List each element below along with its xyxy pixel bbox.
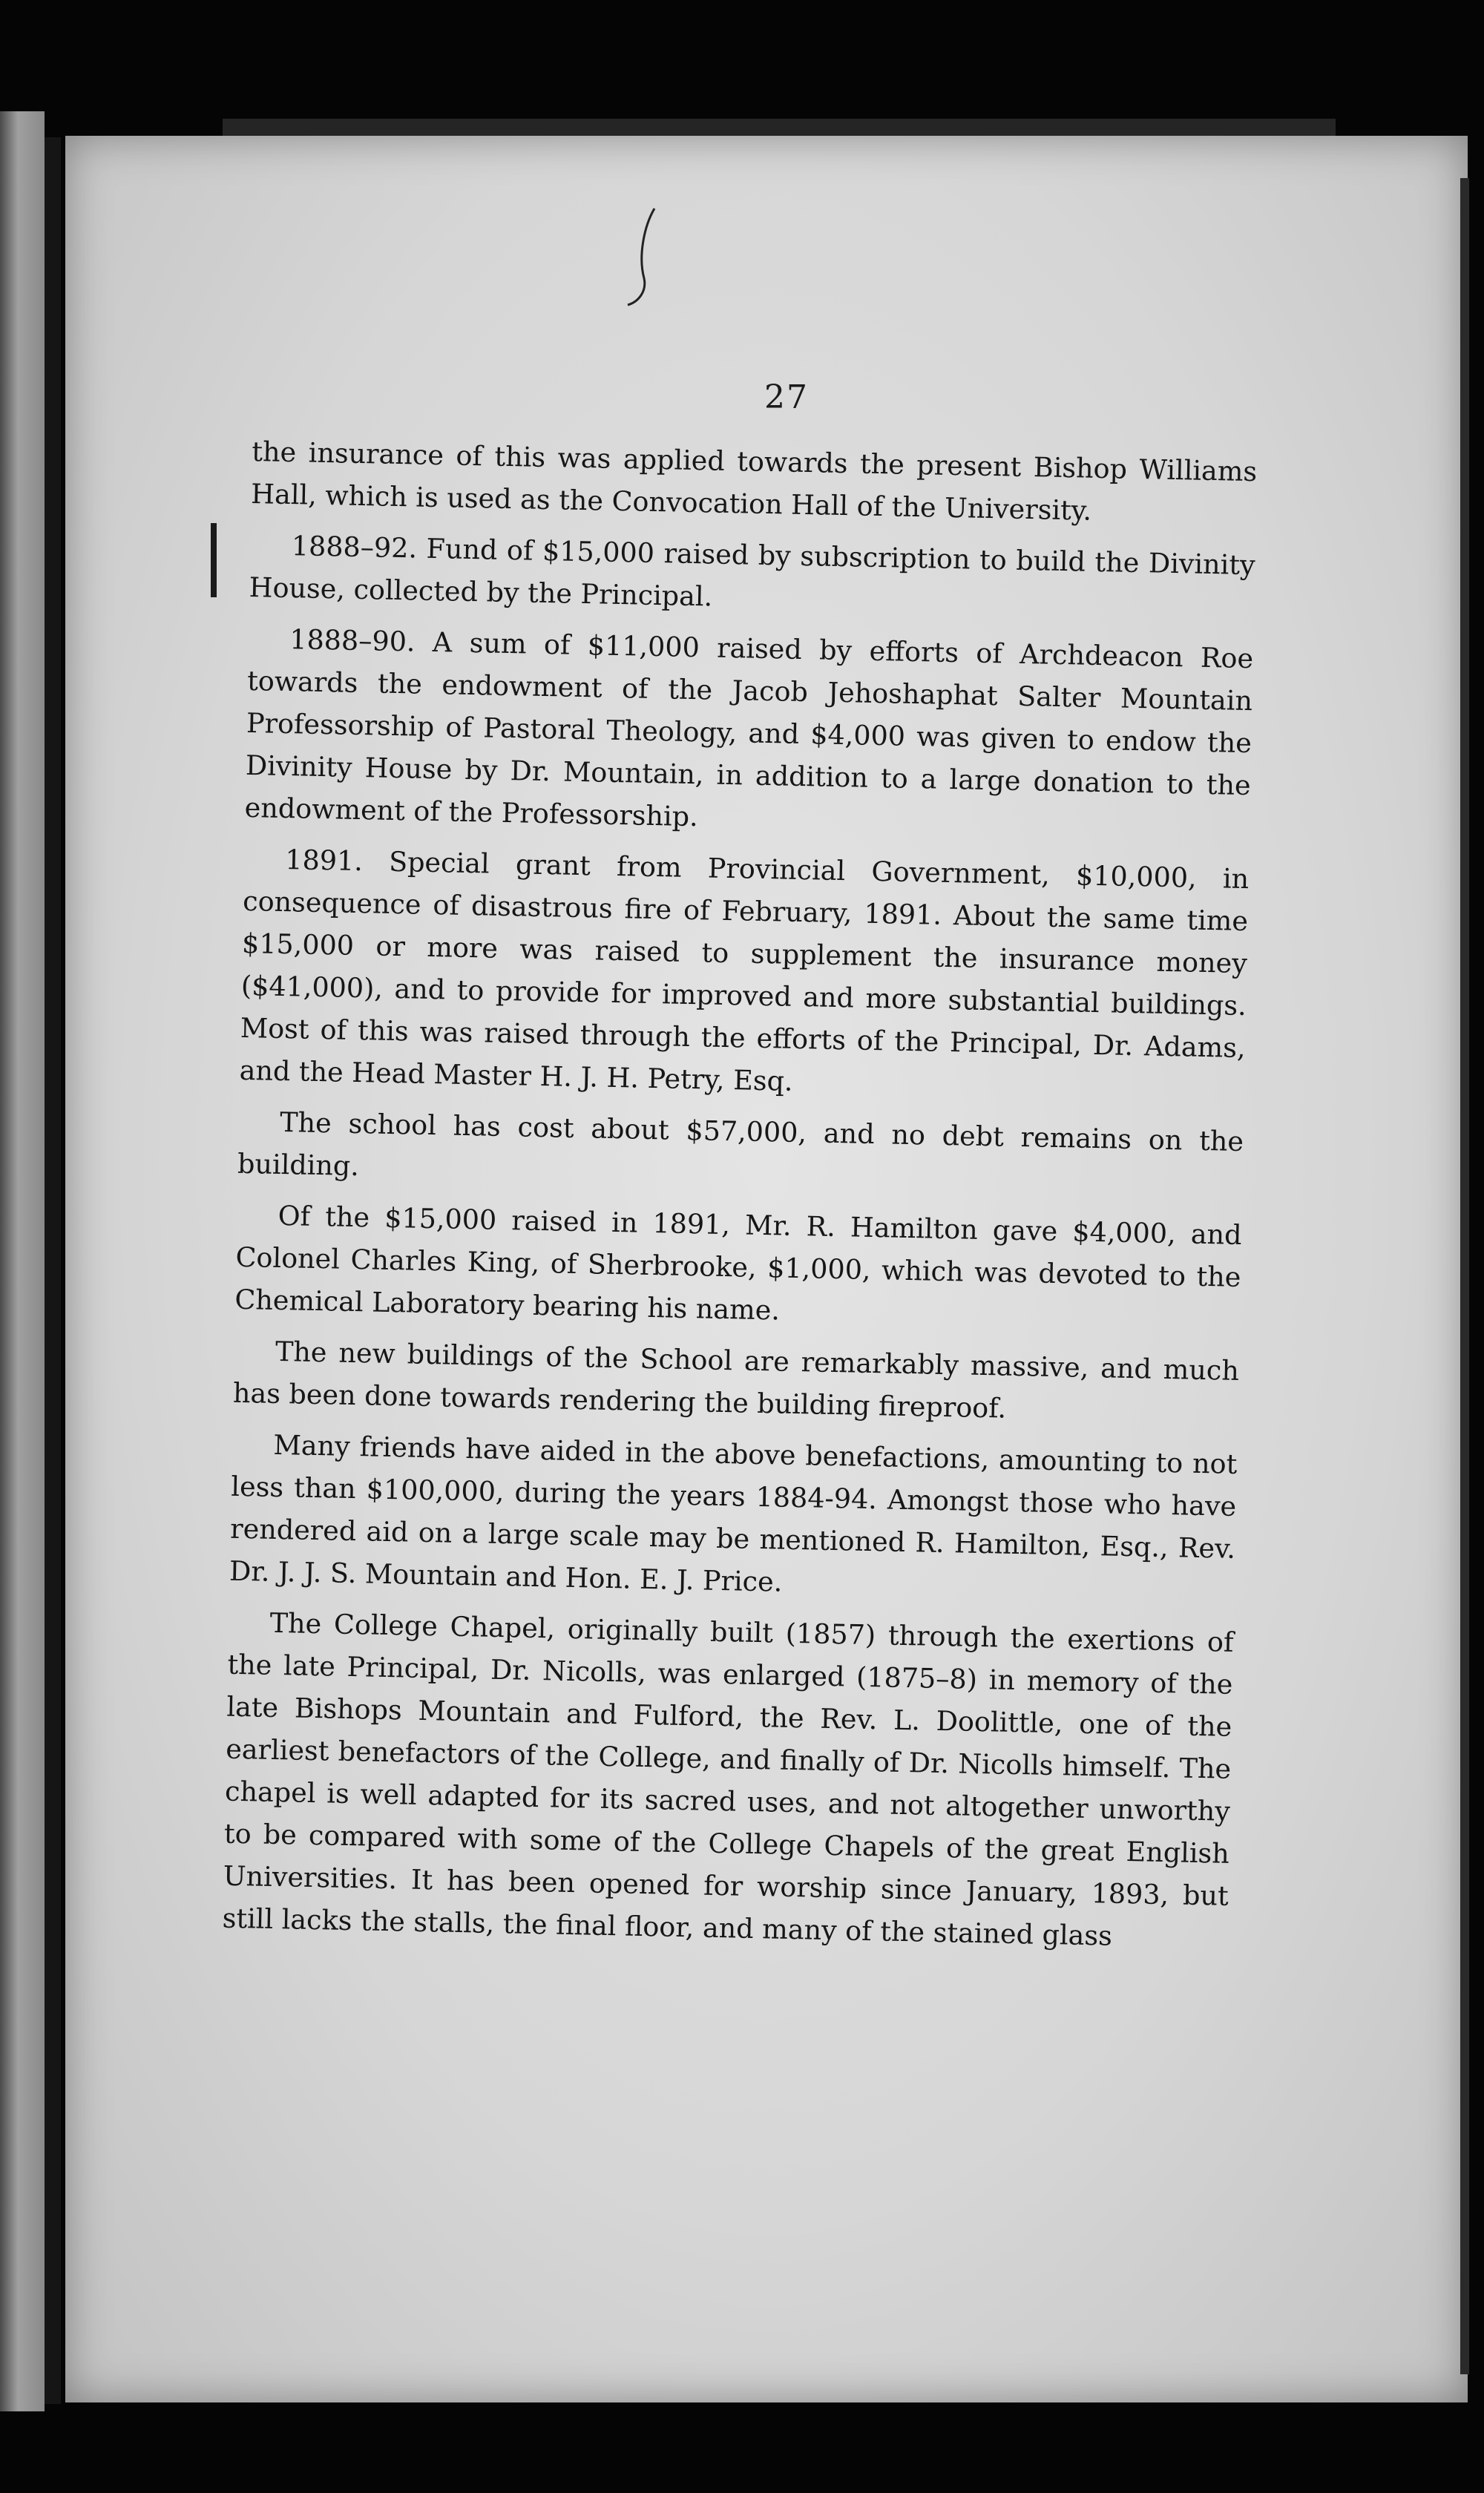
- pencil-mark-icon: [622, 204, 666, 308]
- page-number: 27: [764, 378, 809, 416]
- margin-mark: [211, 523, 217, 597]
- paragraph: Many friends have aided in the above benefactions, amounting to not less than $100,000, during the years 1884-94. Amongst those who have rendered aid on a large scale may be mentioned R. Hamilton, Esq., Rev. Dr. J. J. S. Mountain and Hon. E. J. Price.: [229, 1428, 1238, 1598]
- paragraph: the insurance of this was applied towards the present Bishop Williams Hall, which is used as the Convocation Hall of the University.: [250, 435, 1258, 527]
- paragraph: The new buildings of the School are remarkably massive, and much has been done towards rendering the building fireproof.: [232, 1335, 1240, 1425]
- paragraph: 1888–92. Fund of $15,000 raised by subscription to build the Divinity House, collected by the Principal.: [249, 530, 1256, 613]
- binding-strip: [0, 111, 45, 2411]
- paragraph: 1891. Special grant from Provincial Government, $10,000, in consequence of disastrous fire of February, 1891. About the same time $15,000 or more was raised to supplement the insurance money ($41,000), and to provide for improved and more substantial buildings. Most of this was raised through the efforts of the Principal, Dr. Adams, and the Head Master H. J. H. Petry, Esq.: [239, 844, 1250, 1097]
- paragraph: The College Chapel, originally built (1857) through the exertions of the late Principal, Dr. Nicolls, was enlarged (1875–8) in memory of the late Bishops Mountain and Fulford, the Rev. L. Doolittle, one of the earliest benefactors of the College, and finally of Dr. Nicolls himself. The chapel is well adapted for its sacred uses, and not altogether unworthy to be compared with some of the College Chapels of the great English Universities. It has been opened for worship since January, 1893, but still lacks the stalls, the final floor, and many of the stained glass: [222, 1606, 1234, 1952]
- page-right-edge: [1460, 178, 1469, 2374]
- paragraph: Of the $15,000 raised in 1891, Mr. R. Hamilton gave $4,000, and Colonel Charles King, of Sherbrooke, $1,000, which was devoted to the Chemical Laboratory bearing his name.: [234, 1199, 1242, 1327]
- paragraph: 1888–90. A sum of $11,000 raised by efforts of Archdeacon Roe towards the endowment of the Jacob Jehoshaphat Salter Mountain Professorship of Pastoral Theology, and $4,000 was given to endow the Divinity House by Dr. Mountain, in addition to a large donation to the endowment of the Professorship.: [244, 623, 1254, 833]
- body-text: [222, 430, 1258, 1968]
- page-edge-rule: [45, 137, 61, 2404]
- paragraph: The school has cost about $57,000, and no debt remains on the building.: [237, 1106, 1244, 1183]
